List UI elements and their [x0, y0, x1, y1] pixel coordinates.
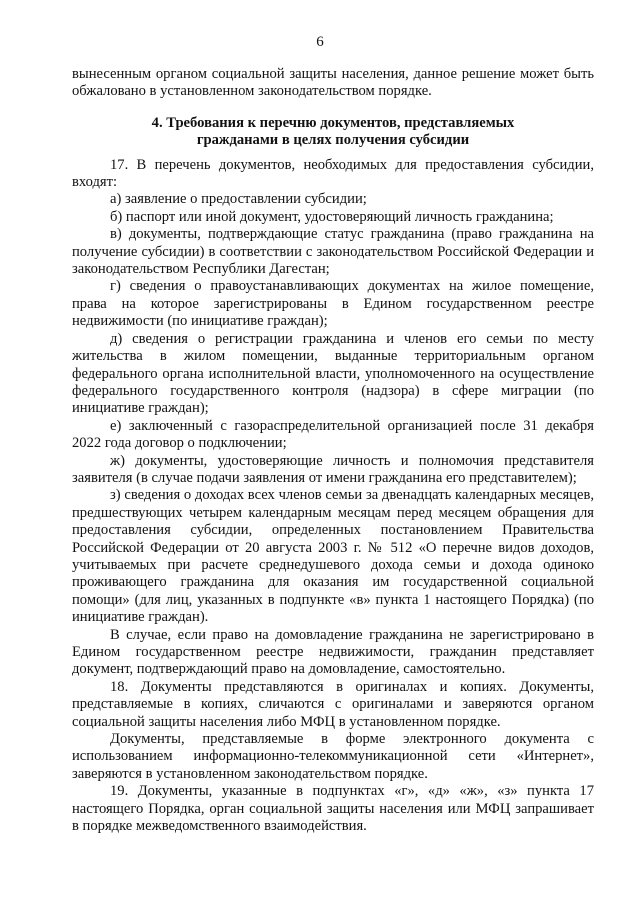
paragraph-19: 19. Документы, указанные в подпунктах «г», «д» «ж», «з» пункта 17 настоящего Порядка, орган социальной защиты населения или МФЦ запрашивает в порядке межведомственного взаимодействия. — [72, 783, 594, 835]
list-item-z: з) сведения о доходах всех членов семьи за двенадцать календарных месяцев, предшествующих четырем календарным месяцам перед месяцем обращения для предоставления субсидии, определенных постановлением Правительства Российской Федерации от 20 августа 2003 г. № 512 «О перечне видов доходов, учитываемых при расчете среднедушевого дохода семьи и дохода одиноко проживающего гражданина для оказания им государственной социальной помощи» (для лиц, указанных в подпункте «в» пункта 1 настоящего Порядка) (по инициативе граждан). — [72, 487, 594, 626]
section-heading-line-2: гражданами в целях получения субсидии — [196, 132, 470, 149]
list-item-d: д) сведения о регистрации гражданина и членов его семьи по месту жительства в жилом помещении, выданные территориальным органом федерального органа исполнительной власти, уполномоченного на осуществление федерального государственного контроля (надзора) в сфере миграции (по инициативе граждан); — [72, 330, 594, 417]
section-heading — [72, 115, 594, 150]
paragraph-17-intro: 17. В перечень документов, необходимых для предоставления субсидии, входят: — [72, 156, 594, 191]
paragraph-ownership-note: В случае, если право на домовладение гражданина не зарегистрировано в Едином государственном реестре недвижимости, гражданин представляет документ, подтверждающий право на домовладение, самостоятельно. — [72, 626, 594, 678]
section-heading-line-1: 4. Требования к перечню документов, представляемых — [151, 114, 515, 131]
list-item-v: в) документы, подтверждающие статус гражданина (право гражданина на получение субсидии) в соответствии с законодательством Российской Федерации и законодательством Республики Дагестан; — [72, 226, 594, 278]
list-item-zh: ж) документы, удостоверяющие личность и полномочия представителя заявителя (в случае подачи заявления от имени гражданина его представителем); — [72, 452, 594, 486]
list-item-b: б) паспорт или иной документ, удостоверяющий личность гражданина; — [110, 208, 554, 225]
list-item-a: а) заявление о предоставлении субсидии; — [110, 191, 367, 208]
paragraph-18: 18. Документы представляются в оригиналах и копиях. Документы, представляемые в копиях, сличаются с оригиналами и заверяются органом социальной защиты населения либо МФЦ в установленном порядке. — [72, 678, 594, 730]
list-item-e: е) заключенный с газораспределительной организацией после 31 декабря 2022 года договор о подключении; — [72, 417, 594, 452]
page-number: 6 — [316, 34, 324, 50]
document-body — [72, 66, 594, 835]
paragraph-continuation: вынесенным органом социальной защиты населения, данное решение может быть обжаловано в установленном законодательством порядке. — [72, 66, 594, 100]
paragraph-electronic-documents: Документы, представляемые в форме электронного документа с использованием информационно-телекоммуникационной сети «Интернет», заверяются в установленном законодательством порядке. — [72, 731, 594, 782]
list-item-g: г) сведения о правоустанавливающих документах на жилое помещение, права на которое зарегистрированы в Едином государственном реестре недвижимости (по инициативе граждан); — [72, 278, 594, 330]
